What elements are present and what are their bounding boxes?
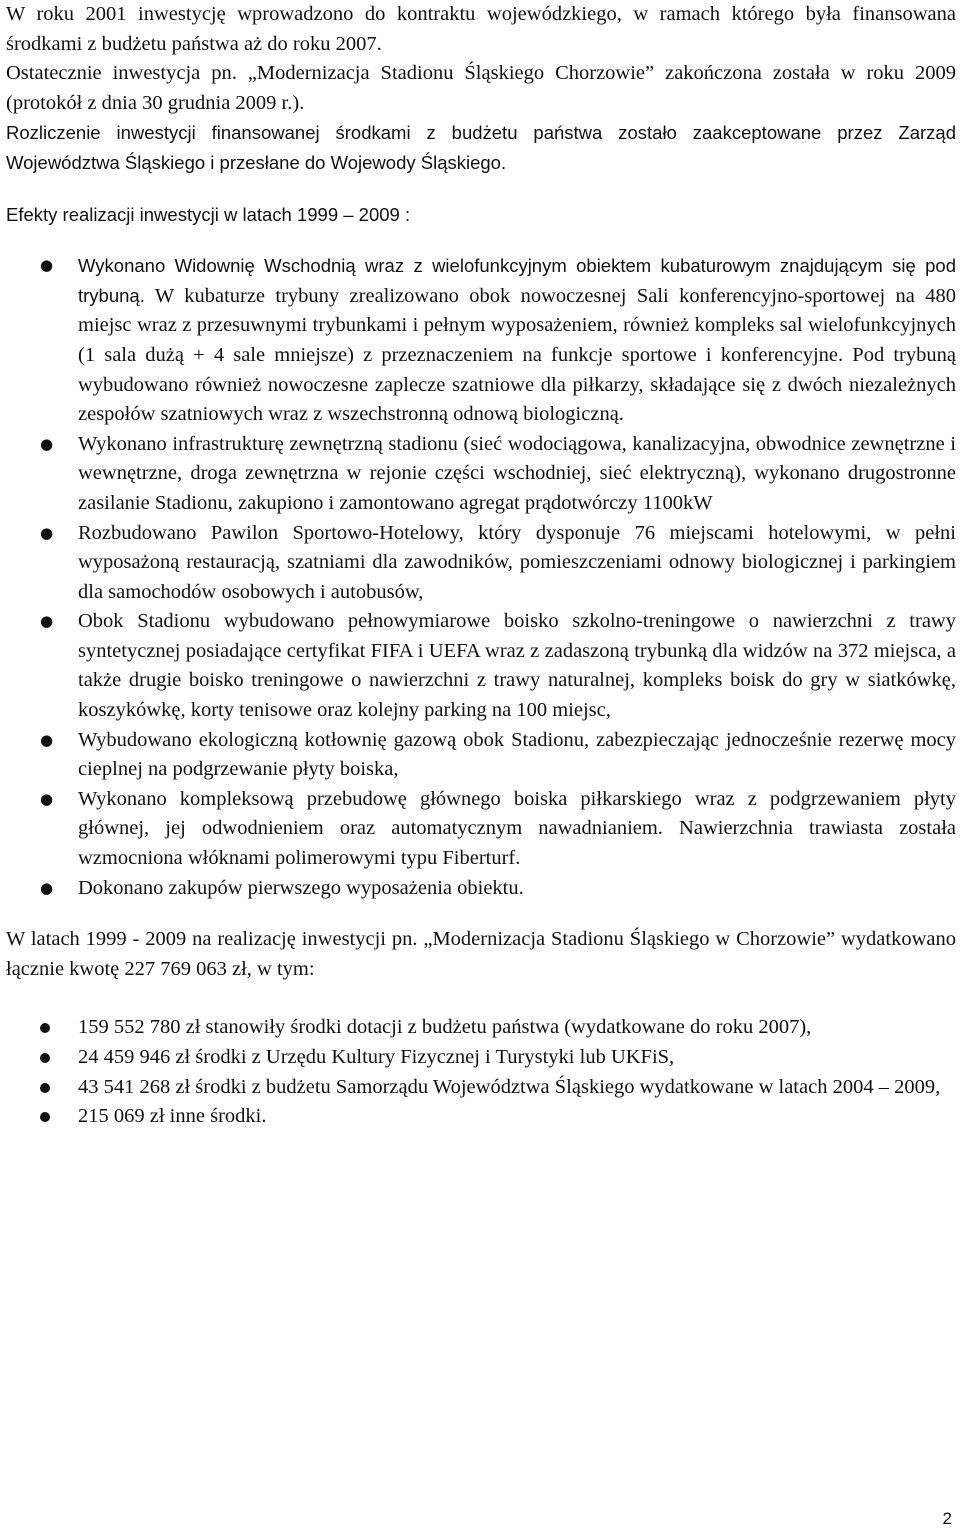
bullet-icon (40, 1053, 50, 1063)
list-item (6, 1013, 956, 1043)
cost-item-1: 159 552 780 zł stanowiły środki dotacji z budżetu państwa (wydatkowane do roku 2007), (78, 1016, 812, 1039)
bullet-icon (40, 1023, 50, 1033)
effect-1-tail: Pod trybuną wybudowano również nowoczesne zaplecze szatniowe dla piłkarzy, składające się z dwóch niezależnych zespołów szatniowych wraz z wszechstronną odnową biologiczną. (78, 343, 956, 426)
effect-2-text: Wykonano infrastrukturę zewnętrzną stadionu (sieć wodociągowa, kanalizacyjna, obwodnice zewnętrzne i wewnętrzne, droga zewnętrzna w rejonie części wschodniej, sieć elektryczną), wykonano drugostronne zasilanie Stadionu, zakupiono i zamontowano agregat prądotwórczy 1100kW (78, 432, 956, 514)
effects-heading: Efekty realizacji inwestycji w latach 1999 – 2009 : (6, 203, 411, 225)
list-item (6, 607, 956, 725)
bullet-icon (40, 1112, 50, 1122)
list-item (6, 726, 956, 785)
list-item (6, 430, 956, 519)
bullet-icon: ● (40, 256, 54, 275)
effect-1-lead: Wykonano Widownię Wschodnią wraz z wielofunkcyjnym obiektem kubaturowym znajdującym się pod trybuną. (78, 255, 956, 306)
bullet-icon: ● (40, 730, 54, 749)
page-number: 2 (942, 1509, 952, 1528)
list-item (6, 1073, 956, 1103)
effect-3-text: Rozbudowano Pawilon Sportowo-Hotelowy, który dysponuje 76 miejscami hotelowymi, w pełni wyposażoną restauracją, szatniami dla zawodników, pomieszczeniami odnowy biologicznej i parkingiem dla samochodów osobowych i autobusów, (78, 521, 956, 603)
effect-7-text: Dokonano zakupów pierwszego wyposażenia obiektu. (78, 876, 524, 899)
bullet-icon (40, 1083, 50, 1093)
list-item (6, 1102, 956, 1132)
effect-5-text: Wybudowano ekologiczną kotłownię gazową obok Stadionu, zabezpieczając jednocześnie rezerwę mocy cieplnej na podgrzewanie płyty boiska, (78, 728, 956, 781)
list-item (6, 1043, 956, 1073)
intro-paragraph-1: W roku 2001 inwestycję wprowadzono do kontraktu wojewódzkiego, w ramach którego była finansowana środkami z budżetu państwa aż do roku 2007. (6, 3, 956, 55)
costs-list (6, 1013, 956, 1131)
list-item (6, 519, 956, 608)
cost-item-2: 24 459 946 zł środki z Urzędu Kultury Fizycznej i Turystyki lub UKFiS, (78, 1046, 675, 1068)
effect-6-text: Wykonano kompleksową przebudowę głównego boiska piłkarskiego wraz z podgrzewaniem płyty głównej, jej odwodnieniem oraz automatycznym nawadnianiem. Nawierzchnia trawiasta została wzmocniona włóknami polimerowymi typu Fiberturf. (78, 787, 956, 870)
bullet-icon: ● (40, 612, 54, 631)
cost-item-4: 215 069 zł inne środki. (78, 1105, 267, 1128)
list-item (6, 785, 956, 874)
intro-paragraph-2: Ostatecznie inwestycja pn. „Modernizacja Stadionu Śląskiego Chorzowie” zakończona została w roku 2009 (protokół z dnia 30 grudnia 2009 r.). (6, 62, 956, 114)
bullet-icon: ● (40, 434, 54, 453)
effect-4-text: Obok Stadionu wybudowano pełnowymiarowe boisko szkolno-treningowe o nawierzchni z trawy syntetycznej posiadające certyfikat FIFA i UEFA wraz z zadaszoną trybunką dla widzów na 372 miejsca, a także drugie boisko treningowe o nawierzchni z trawy naturalnej, kompleks boisk do gry w siatkówkę, koszykówkę, korty tenisowe oraz kolejny parking na 100 miejsc, (78, 610, 956, 722)
summary-paragraph: W latach 1999 - 2009 na realizację inwestycji pn. „Modernizacja Stadionu Śląskiego w Chorzowie” wydatkowano łącznie kwotę 227 769 063 zł, w tym: (6, 928, 956, 980)
bullet-icon: ● (40, 878, 54, 897)
cost-item-3: 43 541 268 zł środki z budżetu Samorządu Województwa Śląskiego wydatkowane w latach 2004 – 2009, (78, 1075, 941, 1098)
intro-section (6, 0, 956, 178)
effect-1-text: W kubaturze trybuny zrealizowano obok nowoczesnej Sali konferencyjno-sportowej na 480 miejsc wraz z przesuwnymi trybunkami i pełnym wyposażeniem, również kompleks sal wielofunkcyjnych (1 sala dużą + 4 sale mniejsze) z przeznaczeniem na funkcje sportowe i konferencyjne. (78, 284, 956, 366)
intro-paragraph-3: Rozliczenie inwestycji finansowanej środkami z budżetu państwa zostało zaakceptowane przez Zarząd Województwa Śląskiego i przesłane do Wojewody Śląskiego. (6, 122, 956, 173)
effects-list (6, 251, 956, 903)
list-item (6, 874, 956, 904)
document-page (6, 0, 956, 1132)
bullet-icon: ● (40, 523, 54, 542)
list-item (6, 251, 956, 430)
bullet-icon: ● (40, 789, 54, 808)
